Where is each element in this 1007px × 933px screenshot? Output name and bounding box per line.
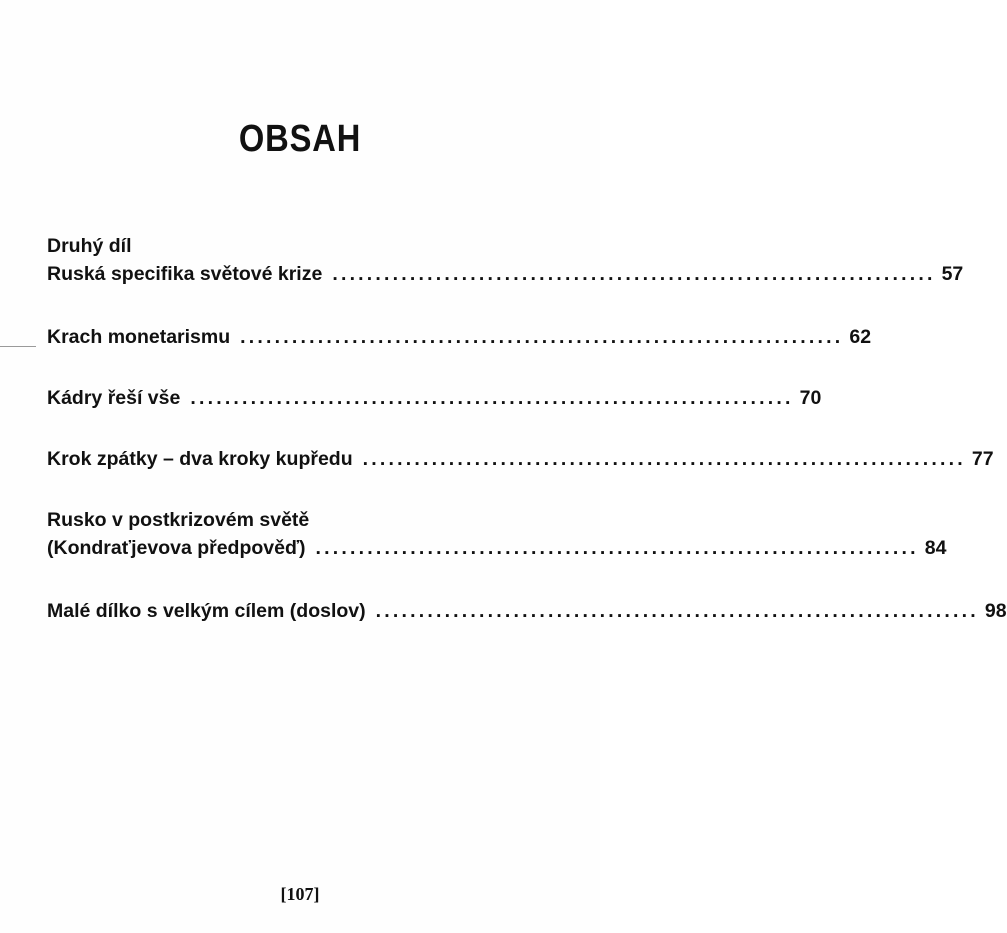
toc-entry-title: Ruská specifika světové krize bbox=[47, 263, 323, 285]
toc-entry-line bbox=[47, 384, 822, 412]
toc-entry-line bbox=[47, 260, 964, 288]
toc-entry[interactable] bbox=[47, 597, 1007, 625]
dot-leader: ...................................................................... bbox=[240, 326, 844, 348]
toc-entry-title: Kádry řeší vše bbox=[47, 387, 181, 409]
toc-entry[interactable] bbox=[47, 384, 822, 412]
dot-leader: ...................................................................... bbox=[315, 537, 919, 559]
toc-entry-title: Krach monetarismu bbox=[47, 326, 231, 348]
toc-entry[interactable] bbox=[47, 506, 947, 562]
toc-page-number: 77 bbox=[971, 448, 994, 470]
page-number-footer: [107] bbox=[280, 884, 320, 904]
toc-entry-line bbox=[47, 506, 513, 534]
toc-page-number: 62 bbox=[849, 326, 872, 348]
toc-entry-heading: Rusko v postkrizovém světě bbox=[47, 509, 310, 531]
toc-entry-line bbox=[47, 597, 1007, 625]
toc-page-number: 98 bbox=[984, 600, 1007, 622]
page-title: OBSAH bbox=[238, 118, 362, 160]
toc-entry-line bbox=[47, 232, 513, 260]
toc-entry-heading: Druhý díl bbox=[47, 235, 132, 257]
toc-entry-line bbox=[47, 534, 947, 562]
dot-leader: ...................................................................... bbox=[190, 387, 794, 409]
toc-entry-title: Krok zpátky – dva kroky kupředu bbox=[47, 448, 353, 470]
toc-entry-line bbox=[47, 445, 994, 473]
margin-mark bbox=[0, 346, 36, 347]
toc-page-number: 84 bbox=[924, 537, 947, 559]
toc-entry-title: Malé dílko s velkým cílem (doslov) bbox=[47, 600, 366, 622]
toc-entry-line bbox=[47, 323, 872, 351]
toc-entry-title: (Kondraťjevova předpověď) bbox=[47, 537, 306, 559]
toc-entry[interactable] bbox=[47, 232, 964, 288]
dot-leader: ...................................................................... bbox=[375, 600, 979, 622]
toc-entry[interactable] bbox=[47, 323, 872, 351]
dot-leader: ...................................................................... bbox=[362, 448, 966, 470]
toc-entry[interactable] bbox=[47, 445, 994, 473]
dot-leader: ...................................................................... bbox=[332, 263, 936, 285]
toc-page-number: 57 bbox=[941, 263, 964, 285]
toc-page-number: 70 bbox=[799, 387, 822, 409]
